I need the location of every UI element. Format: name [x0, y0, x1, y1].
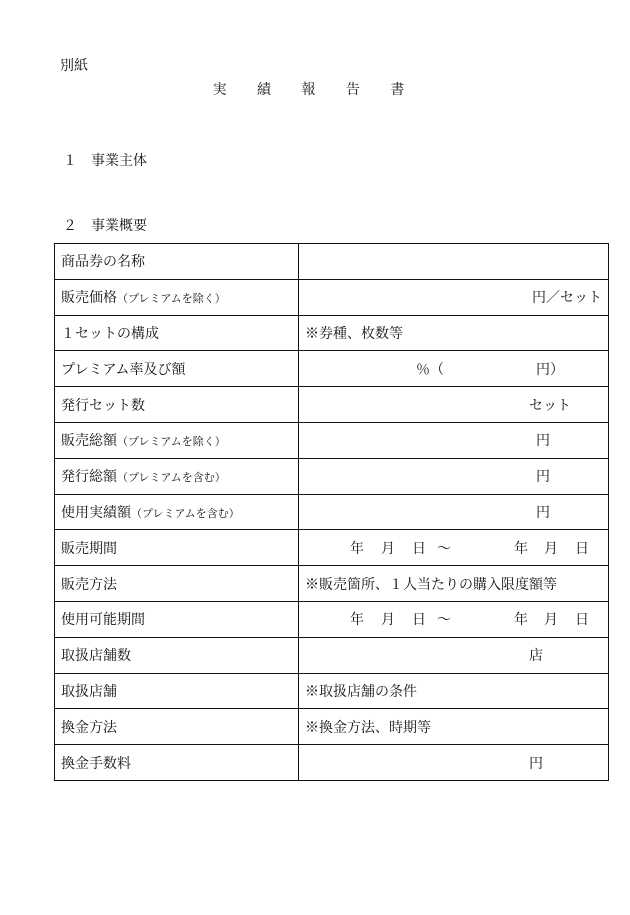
- table-row: [55, 387, 609, 423]
- table-row: [55, 422, 609, 458]
- table-row: [55, 458, 609, 494]
- day-unit: 日: [575, 540, 589, 557]
- row-label: [55, 387, 299, 423]
- section-1-number: １: [63, 153, 77, 169]
- row-value-cell[interactable]: [299, 494, 609, 530]
- row-label: [55, 351, 299, 387]
- row-label: [55, 279, 299, 315]
- row-value-unit: 店: [529, 648, 543, 665]
- row-value-cell[interactable]: [299, 244, 609, 280]
- row-label: [55, 637, 299, 673]
- section-1-heading: [63, 150, 147, 170]
- row-value-cell[interactable]: [299, 745, 609, 781]
- table-row: [55, 601, 609, 637]
- row-label: [55, 530, 299, 566]
- row-label-text: 販売期間: [61, 540, 117, 557]
- year-unit: 年: [350, 540, 364, 557]
- range-tilde: ～: [437, 612, 451, 629]
- overview-table: [54, 243, 609, 781]
- row-label-note: （プレミアムを含む）: [117, 471, 226, 485]
- row-label-text: 発行総額: [61, 469, 117, 486]
- row-label-text: 換金方法: [61, 719, 117, 736]
- row-value-unit: 円: [536, 504, 550, 521]
- month-unit: 月: [544, 612, 558, 629]
- row-value-cell[interactable]: [299, 601, 609, 637]
- table-row: [55, 244, 609, 280]
- section-2-number: ２: [63, 218, 77, 234]
- row-value-unit: 円: [529, 755, 543, 772]
- row-label: [55, 244, 299, 280]
- row-label-text: １セットの構成: [61, 325, 159, 342]
- row-label: [55, 422, 299, 458]
- row-label: [55, 601, 299, 637]
- row-label-text: プレミアム率及び額: [61, 361, 186, 378]
- row-label-note: （プレミアムを含む）: [131, 506, 240, 520]
- row-label-note: （プレミアムを除く）: [117, 435, 226, 449]
- row-label-text: 取扱店舗数: [61, 648, 131, 665]
- row-value-cell[interactable]: [299, 709, 609, 745]
- row-value-cell[interactable]: [299, 458, 609, 494]
- range-tilde: ～: [437, 540, 451, 557]
- table-row: [55, 745, 609, 781]
- day-unit: 日: [575, 612, 589, 629]
- document-title: 実 績 報 告 書: [212, 82, 418, 98]
- row-value-cell[interactable]: [299, 422, 609, 458]
- row-value-cell[interactable]: [299, 351, 609, 387]
- row-value-hint: ※取扱店舗の条件: [305, 683, 417, 700]
- row-label-note: （プレミアムを除く）: [117, 292, 226, 306]
- row-value-unit: 円／セット: [532, 290, 602, 307]
- year-unit: 年: [514, 540, 528, 557]
- table-row: [55, 673, 609, 709]
- table-row: [55, 637, 609, 673]
- row-label: [55, 315, 299, 351]
- row-label-text: 販売総額: [61, 433, 117, 450]
- table-row: [55, 709, 609, 745]
- yen-unit: 円）: [536, 361, 564, 378]
- row-value-hint: ※券種、枚数等: [305, 325, 403, 342]
- row-value-unit: 円: [536, 433, 550, 450]
- table-row: [55, 351, 609, 387]
- section-2-title: 事業概要: [91, 218, 147, 234]
- table-row: [55, 315, 609, 351]
- row-label: [55, 709, 299, 745]
- row-label-text: 販売価格: [61, 290, 117, 307]
- row-value-cell[interactable]: [299, 673, 609, 709]
- day-unit: 日: [412, 540, 426, 557]
- month-unit: 月: [381, 612, 395, 629]
- row-value-cell[interactable]: [299, 279, 609, 315]
- row-value-hint: ※販売箇所、１人当たりの購入限度額等: [305, 576, 557, 593]
- day-unit: 日: [412, 612, 426, 629]
- row-value-unit: セット: [529, 397, 571, 414]
- row-label-text: 使用実績額: [61, 504, 131, 521]
- row-label-text: 取扱店舗: [61, 683, 117, 700]
- row-value-cell[interactable]: [299, 315, 609, 351]
- row-label: [55, 566, 299, 602]
- row-label: [55, 745, 299, 781]
- row-label-text: 販売方法: [61, 576, 117, 593]
- row-value-cell[interactable]: [299, 530, 609, 566]
- page-label: 別紙: [60, 58, 88, 74]
- row-value-cell[interactable]: [299, 387, 609, 423]
- row-label: [55, 458, 299, 494]
- row-value-hint: ※換金方法、時期等: [305, 719, 431, 736]
- month-unit: 月: [381, 540, 395, 557]
- row-label-text: 発行セット数: [61, 397, 145, 414]
- row-label-text: 使用可能期間: [61, 612, 145, 629]
- table-row: [55, 566, 609, 602]
- row-label-text: 商品券の名称: [61, 254, 145, 271]
- year-unit: 年: [514, 612, 528, 629]
- month-unit: 月: [544, 540, 558, 557]
- table-row: [55, 494, 609, 530]
- table-row: [55, 530, 609, 566]
- table-row: [55, 279, 609, 315]
- row-value-unit: 円: [536, 469, 550, 486]
- row-label-text: 換金手数料: [61, 755, 131, 772]
- section-2-heading: [63, 215, 147, 235]
- section-1-title: 事業主体: [91, 153, 147, 169]
- row-value-cell[interactable]: [299, 566, 609, 602]
- row-label: [55, 673, 299, 709]
- percent-unit: ％（: [416, 361, 444, 378]
- row-label: [55, 494, 299, 530]
- year-unit: 年: [350, 612, 364, 629]
- row-value-cell[interactable]: [299, 637, 609, 673]
